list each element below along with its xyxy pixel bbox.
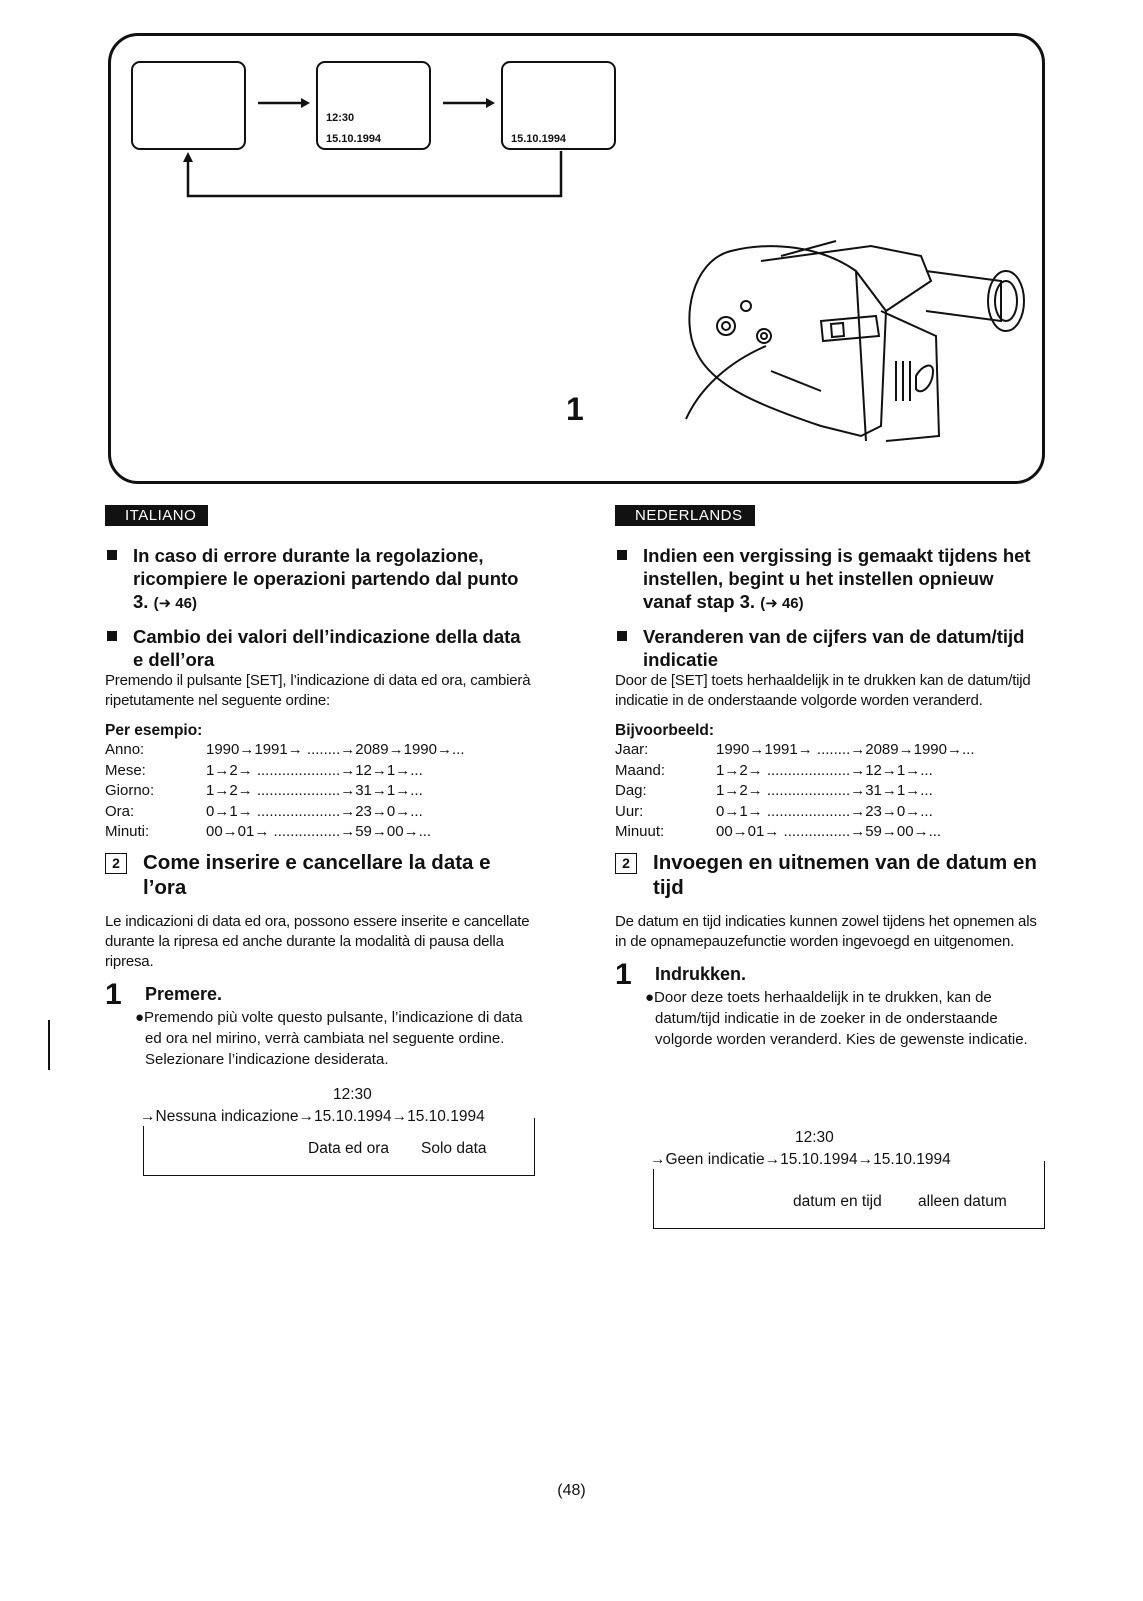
example-label: Ora: <box>105 802 135 820</box>
section-heading <box>615 850 1045 900</box>
step-1 <box>615 957 1045 991</box>
sequence-label-date-time: Data ed ora <box>308 1140 389 1157</box>
page-reference: (➜ 46) <box>760 595 804 612</box>
page-number: (48) <box>557 1482 586 1499</box>
example-row <box>105 802 535 823</box>
example-label: Anno: <box>105 741 145 758</box>
bullet-text: Veranderen van de cijfers van de datum/tijd indicatie <box>643 626 1025 670</box>
body-paragraph: De datum en tijd indicaties kunnen zowel tijdens het opnemen als in de opnamepauzefunctie worden ingevoegd en uitgenomen. <box>615 912 1037 950</box>
example-label: Mese: <box>105 761 146 779</box>
example-label: Minuut: <box>615 823 665 840</box>
bullet-error <box>615 544 1045 615</box>
step-number: 1 <box>105 977 122 1011</box>
screen-date: 15.10.1994 <box>511 133 567 145</box>
dutch-column <box>615 505 1045 1050</box>
example-row <box>105 781 535 802</box>
example-row <box>615 761 1045 782</box>
step-title: Premere. <box>145 983 223 1004</box>
illustration-frame <box>108 33 1045 484</box>
bullet-text: In caso di errore durante la regolazione, ricompiere le operazioni partendo dal punto 3. <box>133 545 519 612</box>
example-sequence: 0→1→ ....................→23→0→... <box>716 802 933 820</box>
sequence-label-date-only: Solo data <box>421 1140 487 1157</box>
example-label: Minuti: <box>105 823 150 840</box>
section-number: 2 <box>105 853 127 874</box>
example-sequence: 00→01→ ................→59→00→... <box>206 823 432 840</box>
bullet-text: Indien een vergissing is gemaakt tijdens het instellen, begint u het instellen opnieuw vanaf stap 3. <box>643 545 1031 612</box>
example-sequence: 1990→1991→ ........→2089→1990→... <box>206 741 465 758</box>
bullet-change-values <box>615 625 1045 671</box>
example-row <box>615 740 1045 761</box>
sequence-label-date-only: alleen datum <box>918 1193 1007 1210</box>
sequence-line: →Geen indicatie→15.10.1994→15.10.1994 <box>650 1151 951 1168</box>
example-label: Uur: <box>615 802 644 820</box>
example-row <box>615 822 1045 843</box>
bullet-change-values <box>105 625 535 671</box>
sequence-line: →Nessuna indicazione→15.10.1994→15.10.1994 <box>140 1108 485 1125</box>
bullet-text: Cambio dei valori dell’indicazione della data e dell’ora <box>133 626 521 670</box>
example-sequence: 1→2→ ....................→12→1→... <box>716 761 933 779</box>
example-label: Giorno: <box>105 782 155 799</box>
step-bullet-text: ●Door deze toets herhaaldelijk in te drukken, kan de datum/tijd indicatie in de zoeker in de onderstaande volgorde worden veranderd. Kies de gewenste indicatie. <box>645 988 1028 1048</box>
margin-bar <box>48 1020 50 1070</box>
example-sequence: 00→01→ ................→59→00→... <box>716 823 942 840</box>
section-number: 2 <box>615 853 637 874</box>
body-paragraph: Premendo il pulsante [SET], l’indicazione di data ed ora, cambierà ripetutamente nel seguente ordine: <box>105 672 531 709</box>
example-table <box>615 740 1045 843</box>
section-title: Come inserire e cancellare la data e l’ora <box>143 850 491 899</box>
sequence-time: 12:30 <box>795 1129 834 1146</box>
example-sequence: 1→2→ ....................→12→1→... <box>206 761 423 779</box>
example-label: Maand: <box>615 761 666 779</box>
example-sequence: 1→2→ ....................→31→1→... <box>716 782 933 799</box>
step-1 <box>105 977 535 1011</box>
camcorder-icon <box>671 201 1031 451</box>
example-row <box>105 740 535 761</box>
example-label: Dag: <box>615 782 647 799</box>
section-title: Invoegen en uitnemen van de datum en tijd <box>653 850 1037 899</box>
language-badge: ITALIANO <box>105 505 208 526</box>
bullet-error <box>105 544 535 615</box>
section-heading <box>105 850 535 900</box>
step-bullet-text: ●Premendo più volte questo pulsante, l’indicazione di data ed ora nel mirino, verrà cambiata nel seguente ordine. Selezionare l’indicazione desiderata. <box>135 1008 523 1068</box>
example-sequence: 1990→1991→ ........→2089→1990→... <box>716 741 975 758</box>
example-table <box>105 740 535 843</box>
italian-column <box>105 505 535 1070</box>
example-row <box>105 822 535 843</box>
step-number: 1 <box>615 957 632 991</box>
example-row <box>105 761 535 782</box>
language-badge: NEDERLANDS <box>615 505 755 526</box>
page-reference: (➜ 46) <box>153 595 197 612</box>
example-title: Per esempio: <box>105 722 203 739</box>
screen-time: 12:30 <box>326 112 355 124</box>
example-sequence: 0→1→ ....................→23→0→... <box>206 802 423 820</box>
example-sequence: 1→2→ ....................→31→1→... <box>206 782 423 799</box>
sequence-time: 12:30 <box>333 1086 372 1103</box>
body-paragraph: Door de [SET] toets herhaaldelijk in te drukken kan de datum/tijd indicatie in de onderstaande volgorde worden veranderd. <box>615 672 1031 709</box>
callout-number: 1 <box>566 391 584 427</box>
screen-date: 15.10.1994 <box>326 133 382 145</box>
step-title: Indrukken. <box>655 963 747 984</box>
example-row <box>615 802 1045 823</box>
example-label: Jaar: <box>615 741 649 758</box>
example-row <box>615 781 1045 802</box>
example-title: Bijvoorbeeld: <box>615 722 715 739</box>
body-paragraph: Le indicazioni di data ed ora, possono essere inserite e cancellate durante la ripresa ed anche durante la modalità di pausa della ripresa. <box>105 912 530 970</box>
sequence-label-date-time: datum en tijd <box>793 1193 882 1210</box>
